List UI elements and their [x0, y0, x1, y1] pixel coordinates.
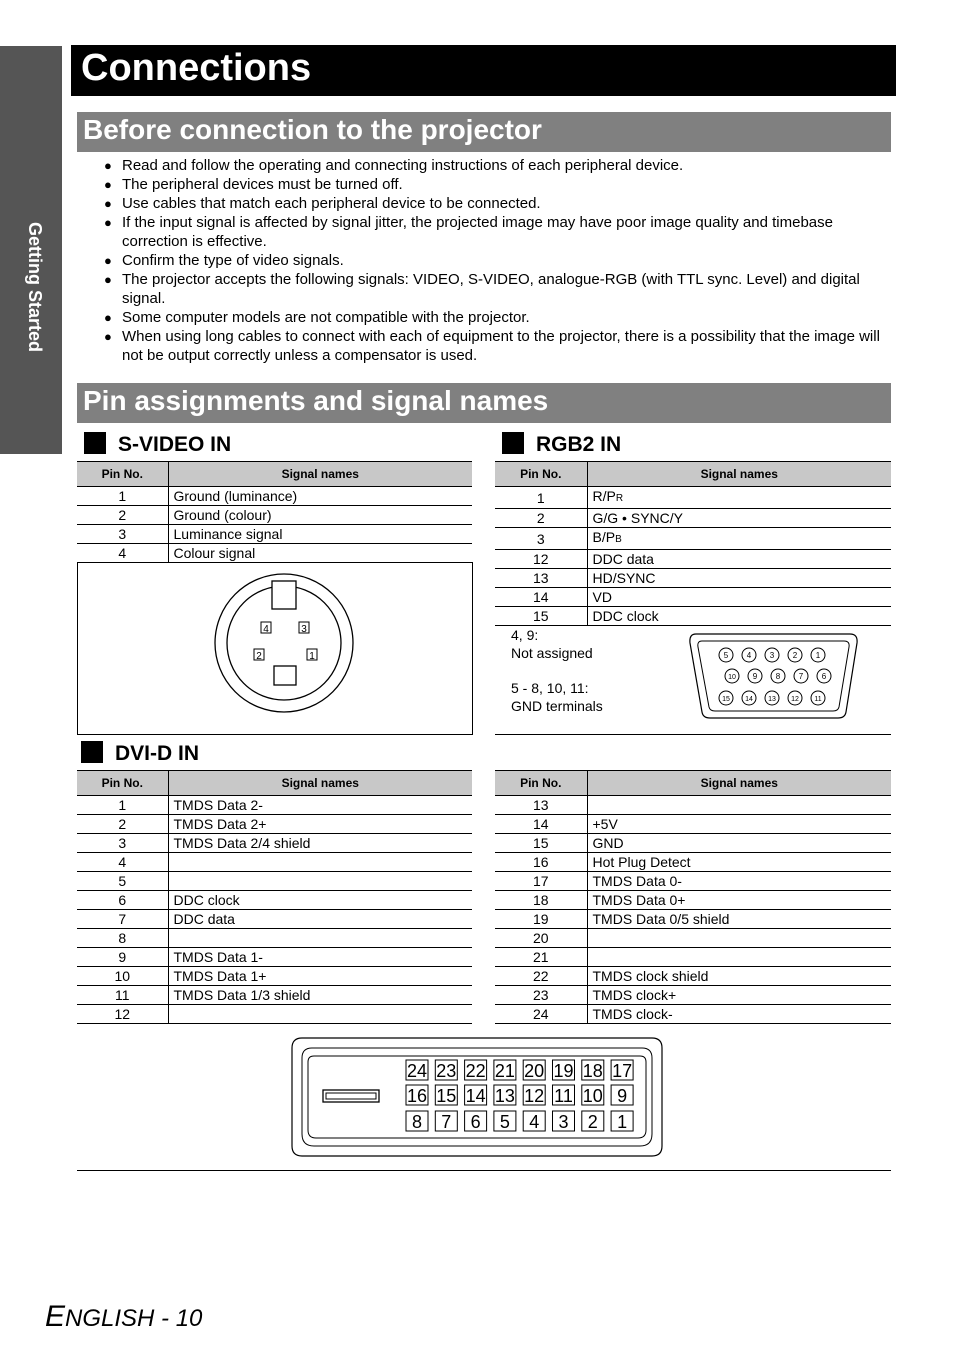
pin-number-cell: 12	[77, 1005, 168, 1024]
signal-name-cell	[168, 525, 472, 544]
list-item: ● The projector accepts the following signals: VIDEO, S-VIDEO, analogue-RGB (with TTL sync. Level) and digital signal.	[104, 270, 890, 308]
list-item: ● The peripheral devices must be turned off.	[104, 175, 890, 194]
table-row	[495, 853, 891, 872]
signal-names-header: Signal names	[168, 771, 472, 796]
signal-name-cell	[587, 929, 891, 948]
pin-number-cell: 4	[77, 853, 168, 872]
rgb2-pin-label: 2	[792, 651, 798, 660]
table-row	[495, 834, 891, 853]
table-row	[77, 853, 472, 872]
square-bullet-icon	[502, 432, 524, 454]
svideo-pin-label: 3	[301, 624, 307, 635]
signal-name-cell	[168, 872, 472, 891]
signal-name-text: TMDS Data 1-	[173, 949, 263, 965]
footer-initial: E	[45, 1300, 66, 1333]
signal-name-cell	[587, 948, 891, 967]
rgb2-note-not-assigned	[511, 626, 593, 662]
pin-number-cell: 15	[495, 607, 587, 626]
signal-name-text: TMDS Data 2+	[173, 816, 267, 832]
signal-name-text: DDC clock	[173, 892, 240, 908]
signal-name-text: TMDS Data 1/3 shield	[173, 987, 311, 1003]
table-row	[495, 910, 891, 929]
pin-number-cell: 2	[77, 506, 168, 525]
svideo-pin-label: 2	[256, 651, 262, 662]
table-row	[77, 506, 472, 525]
dvid-heading	[81, 741, 199, 766]
pin-number-cell: 18	[495, 891, 587, 910]
table-row	[495, 872, 891, 891]
section-heading-before: Before connection to the projector	[83, 114, 542, 145]
pin-number-cell: 20	[495, 929, 587, 948]
table-row	[77, 796, 472, 815]
signal-name-text: TMDS Data 2/4 shield	[173, 835, 311, 851]
signal-name-cell	[168, 853, 472, 872]
footer-page-label: NGLISH - 10	[65, 1305, 203, 1332]
pin-number-cell: 12	[495, 550, 587, 569]
pin-number-cell: 21	[495, 948, 587, 967]
signal-name-cell	[587, 853, 891, 872]
table-row	[495, 509, 891, 528]
pin-number-cell: 10	[77, 967, 168, 986]
pin-number-cell: 9	[77, 948, 168, 967]
signal-name-cell	[587, 891, 891, 910]
dvid-pin-label: 14	[465, 1086, 486, 1106]
rgb2-pin-label: 1	[815, 651, 821, 660]
pin-number-cell: 14	[495, 815, 587, 834]
pin-number-cell: 16	[495, 853, 587, 872]
dvid-pin-label: 23	[436, 1061, 457, 1081]
pin-number-cell: 22	[495, 967, 587, 986]
pin-number-cell: 14	[495, 588, 587, 607]
table-row	[77, 872, 472, 891]
rgb2-pin-table	[495, 461, 891, 626]
section-heading-pins: Pin assignments and signal names	[83, 385, 549, 416]
signal-name-cell	[168, 967, 472, 986]
signal-name-text: Hot Plug Detect	[592, 854, 691, 870]
signal-name-cell	[168, 891, 472, 910]
rgb2-pin-label: 15	[722, 696, 730, 703]
dvid-pin-label: 2	[587, 1112, 598, 1132]
dvid-pin-label: 21	[494, 1061, 515, 1081]
rgb2-heading	[502, 432, 621, 457]
dvid-pin-label: 1	[617, 1112, 628, 1132]
list-item: ● Use cables that match each peripheral device to be connected.	[104, 194, 890, 213]
dvid-pin-label: 18	[582, 1061, 603, 1081]
svideo-heading-text: S-VIDEO IN	[118, 433, 232, 456]
pin-number-cell: 17	[495, 872, 587, 891]
signal-name-cell	[168, 487, 472, 506]
rgb2-pin-label: 3	[769, 651, 775, 660]
table-row	[77, 815, 472, 834]
table-row	[495, 891, 891, 910]
signal-name-cell	[168, 815, 472, 834]
pin-number-cell: 3	[77, 834, 168, 853]
signal-names-header: Signal names	[168, 462, 472, 487]
signal-name-cell	[587, 487, 891, 509]
dvid-pin-label: 17	[612, 1061, 633, 1081]
rgb2-bottom-rule	[495, 734, 891, 735]
signal-name-text: TMDS clock+	[592, 987, 677, 1003]
signal-name-cell	[168, 910, 472, 929]
dvid-pin-label: 6	[470, 1112, 481, 1132]
signal-name-text: HD/SYNC	[592, 570, 656, 586]
rgb2-pin-label: 12	[791, 696, 799, 703]
rgb2-pin-label: 10	[728, 674, 736, 681]
table-row	[495, 528, 891, 550]
pin-number-cell: 11	[77, 986, 168, 1005]
signal-name-cell	[168, 506, 472, 525]
table-row	[495, 948, 891, 967]
table-row	[77, 948, 472, 967]
pin-number-cell: 2	[495, 509, 587, 528]
dvid-heading-text: DVI-D IN	[115, 742, 199, 765]
dvid-pin-label: 20	[524, 1061, 545, 1081]
pin-number-cell: 3	[495, 528, 587, 550]
rgb2-pin-label: 14	[745, 696, 753, 703]
signal-name-cell	[587, 834, 891, 853]
note-pins: 5 - 8, 10, 11:	[511, 680, 589, 696]
list-item: ● When using long cables to connect with each of equipment to the projector, there is a possibility that the image will not be output correctly unless a compensator is used.	[104, 327, 890, 365]
dvid-pin-label: 19	[553, 1061, 574, 1081]
list-item: ● If the input signal is affected by signal jitter, the projected image may have poor image quality and timebase correction is effective.	[104, 213, 890, 251]
signal-name-cell	[587, 986, 891, 1005]
pin-number-cell: 4	[77, 544, 168, 563]
signal-name-text: DDC data	[173, 911, 235, 927]
dvid-pin-label: 10	[582, 1086, 603, 1106]
signal-name-cell	[168, 796, 472, 815]
section-pin-assignments	[77, 383, 891, 423]
table-row	[77, 525, 472, 544]
dvid-pin-label: 22	[465, 1061, 486, 1081]
dvid-bottom-rule	[77, 1170, 891, 1171]
square-bullet-icon	[84, 432, 106, 454]
dvid-pin-label: 24	[406, 1061, 428, 1081]
pin-no-header: Pin No.	[77, 771, 168, 796]
signal-name-cell	[587, 872, 891, 891]
signal-name-text: TMDS clock-	[592, 1006, 673, 1022]
dvid-pin-label: 4	[529, 1112, 540, 1132]
table-row	[495, 569, 891, 588]
page-title: Connections	[81, 47, 312, 89]
signal-name-cell	[168, 929, 472, 948]
table-row	[495, 986, 891, 1005]
pin-number-cell: 8	[77, 929, 168, 948]
signal-name-cell	[587, 528, 891, 550]
signal-name-text: TMDS Data 0/5 shield	[592, 911, 730, 927]
signal-name-text: TMDS Data 2-	[173, 797, 263, 813]
table-row	[77, 891, 472, 910]
table-row	[77, 986, 472, 1005]
precaution-list	[104, 156, 890, 365]
signal-name-text: Colour signal	[173, 545, 256, 561]
pin-number-cell: 6	[77, 891, 168, 910]
list-item: ● Some computer models are not compatible with the projector.	[104, 308, 890, 327]
dvid-pin-label: 16	[406, 1086, 428, 1106]
signal-name-text: TMDS Data 0+	[592, 892, 686, 908]
signal-name-cell	[587, 910, 891, 929]
table-row	[495, 815, 891, 834]
signal-name-text: DDC clock	[592, 608, 659, 624]
dvid-pin-label: 9	[617, 1086, 628, 1106]
table-row	[77, 544, 472, 563]
rgb2-heading-text: RGB2 IN	[536, 433, 622, 456]
svideo-pin-label: 4	[263, 624, 269, 635]
pin-number-cell: 15	[495, 834, 587, 853]
signal-name-text: R/P	[592, 488, 616, 504]
signal-name-text: Ground (colour)	[173, 507, 272, 523]
table-row	[495, 487, 891, 509]
list-item: ● Confirm the type of video signals.	[104, 251, 890, 270]
table-row	[77, 967, 472, 986]
square-bullet-icon	[81, 741, 103, 763]
rgb2-pin-label: 4	[746, 651, 752, 660]
section-before-connection	[77, 112, 891, 152]
signal-name-text: Luminance signal	[173, 526, 283, 542]
pin-number-cell: 7	[77, 910, 168, 929]
signal-name-cell	[168, 544, 472, 563]
signal-name-text: G/G • SYNC/Y	[592, 510, 683, 526]
svideo-connector-diagram	[78, 562, 472, 734]
pin-number-cell: 13	[495, 796, 587, 815]
signal-names-header: Signal names	[587, 771, 891, 796]
pin-number-cell: 5	[77, 872, 168, 891]
svideo-pin-table	[77, 461, 472, 563]
side-tab-label: Getting Started	[25, 222, 45, 353]
pin-number-cell: 19	[495, 910, 587, 929]
table-row	[495, 967, 891, 986]
signal-name-cell	[587, 1005, 891, 1024]
dvid-pin-label: 12	[524, 1086, 545, 1106]
table-row	[77, 487, 472, 506]
rgb2-pin-label: 11	[814, 696, 822, 703]
signal-subscript: R	[615, 493, 624, 504]
table-row	[495, 929, 891, 948]
signal-name-cell	[587, 588, 891, 607]
side-tab	[0, 46, 62, 454]
signal-name-cell	[587, 796, 891, 815]
table-row	[495, 550, 891, 569]
dvid-pin-label: 3	[558, 1112, 569, 1132]
signal-name-text: VD	[592, 589, 612, 605]
signal-name-cell	[168, 948, 472, 967]
signal-name-text: GND	[592, 835, 624, 851]
signal-names-header: Signal names	[587, 462, 891, 487]
signal-name-text: TMDS Data 1+	[173, 968, 267, 984]
svideo-pin-label: 1	[309, 651, 315, 662]
pin-no-header: Pin No.	[495, 462, 587, 487]
rgb2-connector-diagram	[686, 630, 862, 722]
pin-no-header: Pin No.	[495, 771, 587, 796]
rgb2-pin-label: 6	[821, 672, 827, 681]
rgb2-pin-label: 9	[752, 672, 758, 681]
page-footer	[45, 1300, 202, 1334]
table-row	[495, 607, 891, 626]
signal-name-cell	[587, 550, 891, 569]
pin-no-header: Pin No.	[77, 462, 168, 487]
signal-name-cell	[587, 509, 891, 528]
signal-name-text: B/P	[592, 529, 616, 545]
table-row	[77, 834, 472, 853]
signal-name-cell	[168, 986, 472, 1005]
dvid-pin-label: 15	[436, 1086, 457, 1106]
signal-subscript: B	[615, 534, 622, 545]
rgb2-pin-label: 7	[798, 672, 804, 681]
signal-name-cell	[587, 607, 891, 626]
note-text: Not assigned	[511, 645, 593, 661]
rgb2-pin-label: 5	[723, 651, 729, 660]
dvid-pin-table-right	[495, 770, 891, 1024]
table-row	[495, 1005, 891, 1024]
table-row	[77, 1005, 472, 1024]
pin-number-cell: 1	[77, 487, 168, 506]
signal-name-text: DDC data	[592, 551, 654, 567]
dvid-pin-table-left	[77, 770, 472, 1024]
pin-number-cell: 2	[77, 815, 168, 834]
signal-name-cell	[168, 1005, 472, 1024]
pin-number-cell: 1	[77, 796, 168, 815]
dvid-pin-label: 5	[499, 1112, 510, 1132]
dvid-connector-diagram	[290, 1036, 664, 1160]
signal-name-text: TMDS clock shield	[592, 968, 709, 984]
pin-number-cell: 1	[495, 487, 587, 509]
rgb2-note-gnd	[511, 679, 603, 715]
table-row	[495, 588, 891, 607]
svideo-heading	[84, 432, 231, 457]
dvid-pin-label: 7	[441, 1112, 452, 1132]
dvid-pin-label: 11	[554, 1086, 573, 1106]
signal-name-cell	[587, 967, 891, 986]
signal-name-text: TMDS Data 0-	[592, 873, 682, 889]
rgb2-pin-label: 13	[768, 696, 776, 703]
pin-number-cell: 24	[495, 1005, 587, 1024]
pin-number-cell: 23	[495, 986, 587, 1005]
note-pins: 4, 9:	[511, 627, 539, 643]
signal-name-text: Ground (luminance)	[173, 488, 298, 504]
signal-name-text: +5V	[592, 816, 618, 832]
table-row	[495, 796, 891, 815]
signal-name-cell	[587, 569, 891, 588]
table-row	[77, 910, 472, 929]
dvid-pin-label: 13	[494, 1086, 515, 1106]
rgb2-pin-label: 8	[775, 672, 781, 681]
table-row	[77, 929, 472, 948]
signal-name-cell	[587, 815, 891, 834]
note-text: GND terminals	[511, 698, 603, 714]
signal-name-cell	[168, 834, 472, 853]
title-bar	[71, 45, 896, 96]
svideo-diagram-box	[77, 562, 473, 735]
list-item: ● Read and follow the operating and connecting instructions of each peripheral device.	[104, 156, 890, 175]
pin-number-cell: 13	[495, 569, 587, 588]
dvid-pin-label: 8	[411, 1112, 423, 1132]
pin-number-cell: 3	[77, 525, 168, 544]
